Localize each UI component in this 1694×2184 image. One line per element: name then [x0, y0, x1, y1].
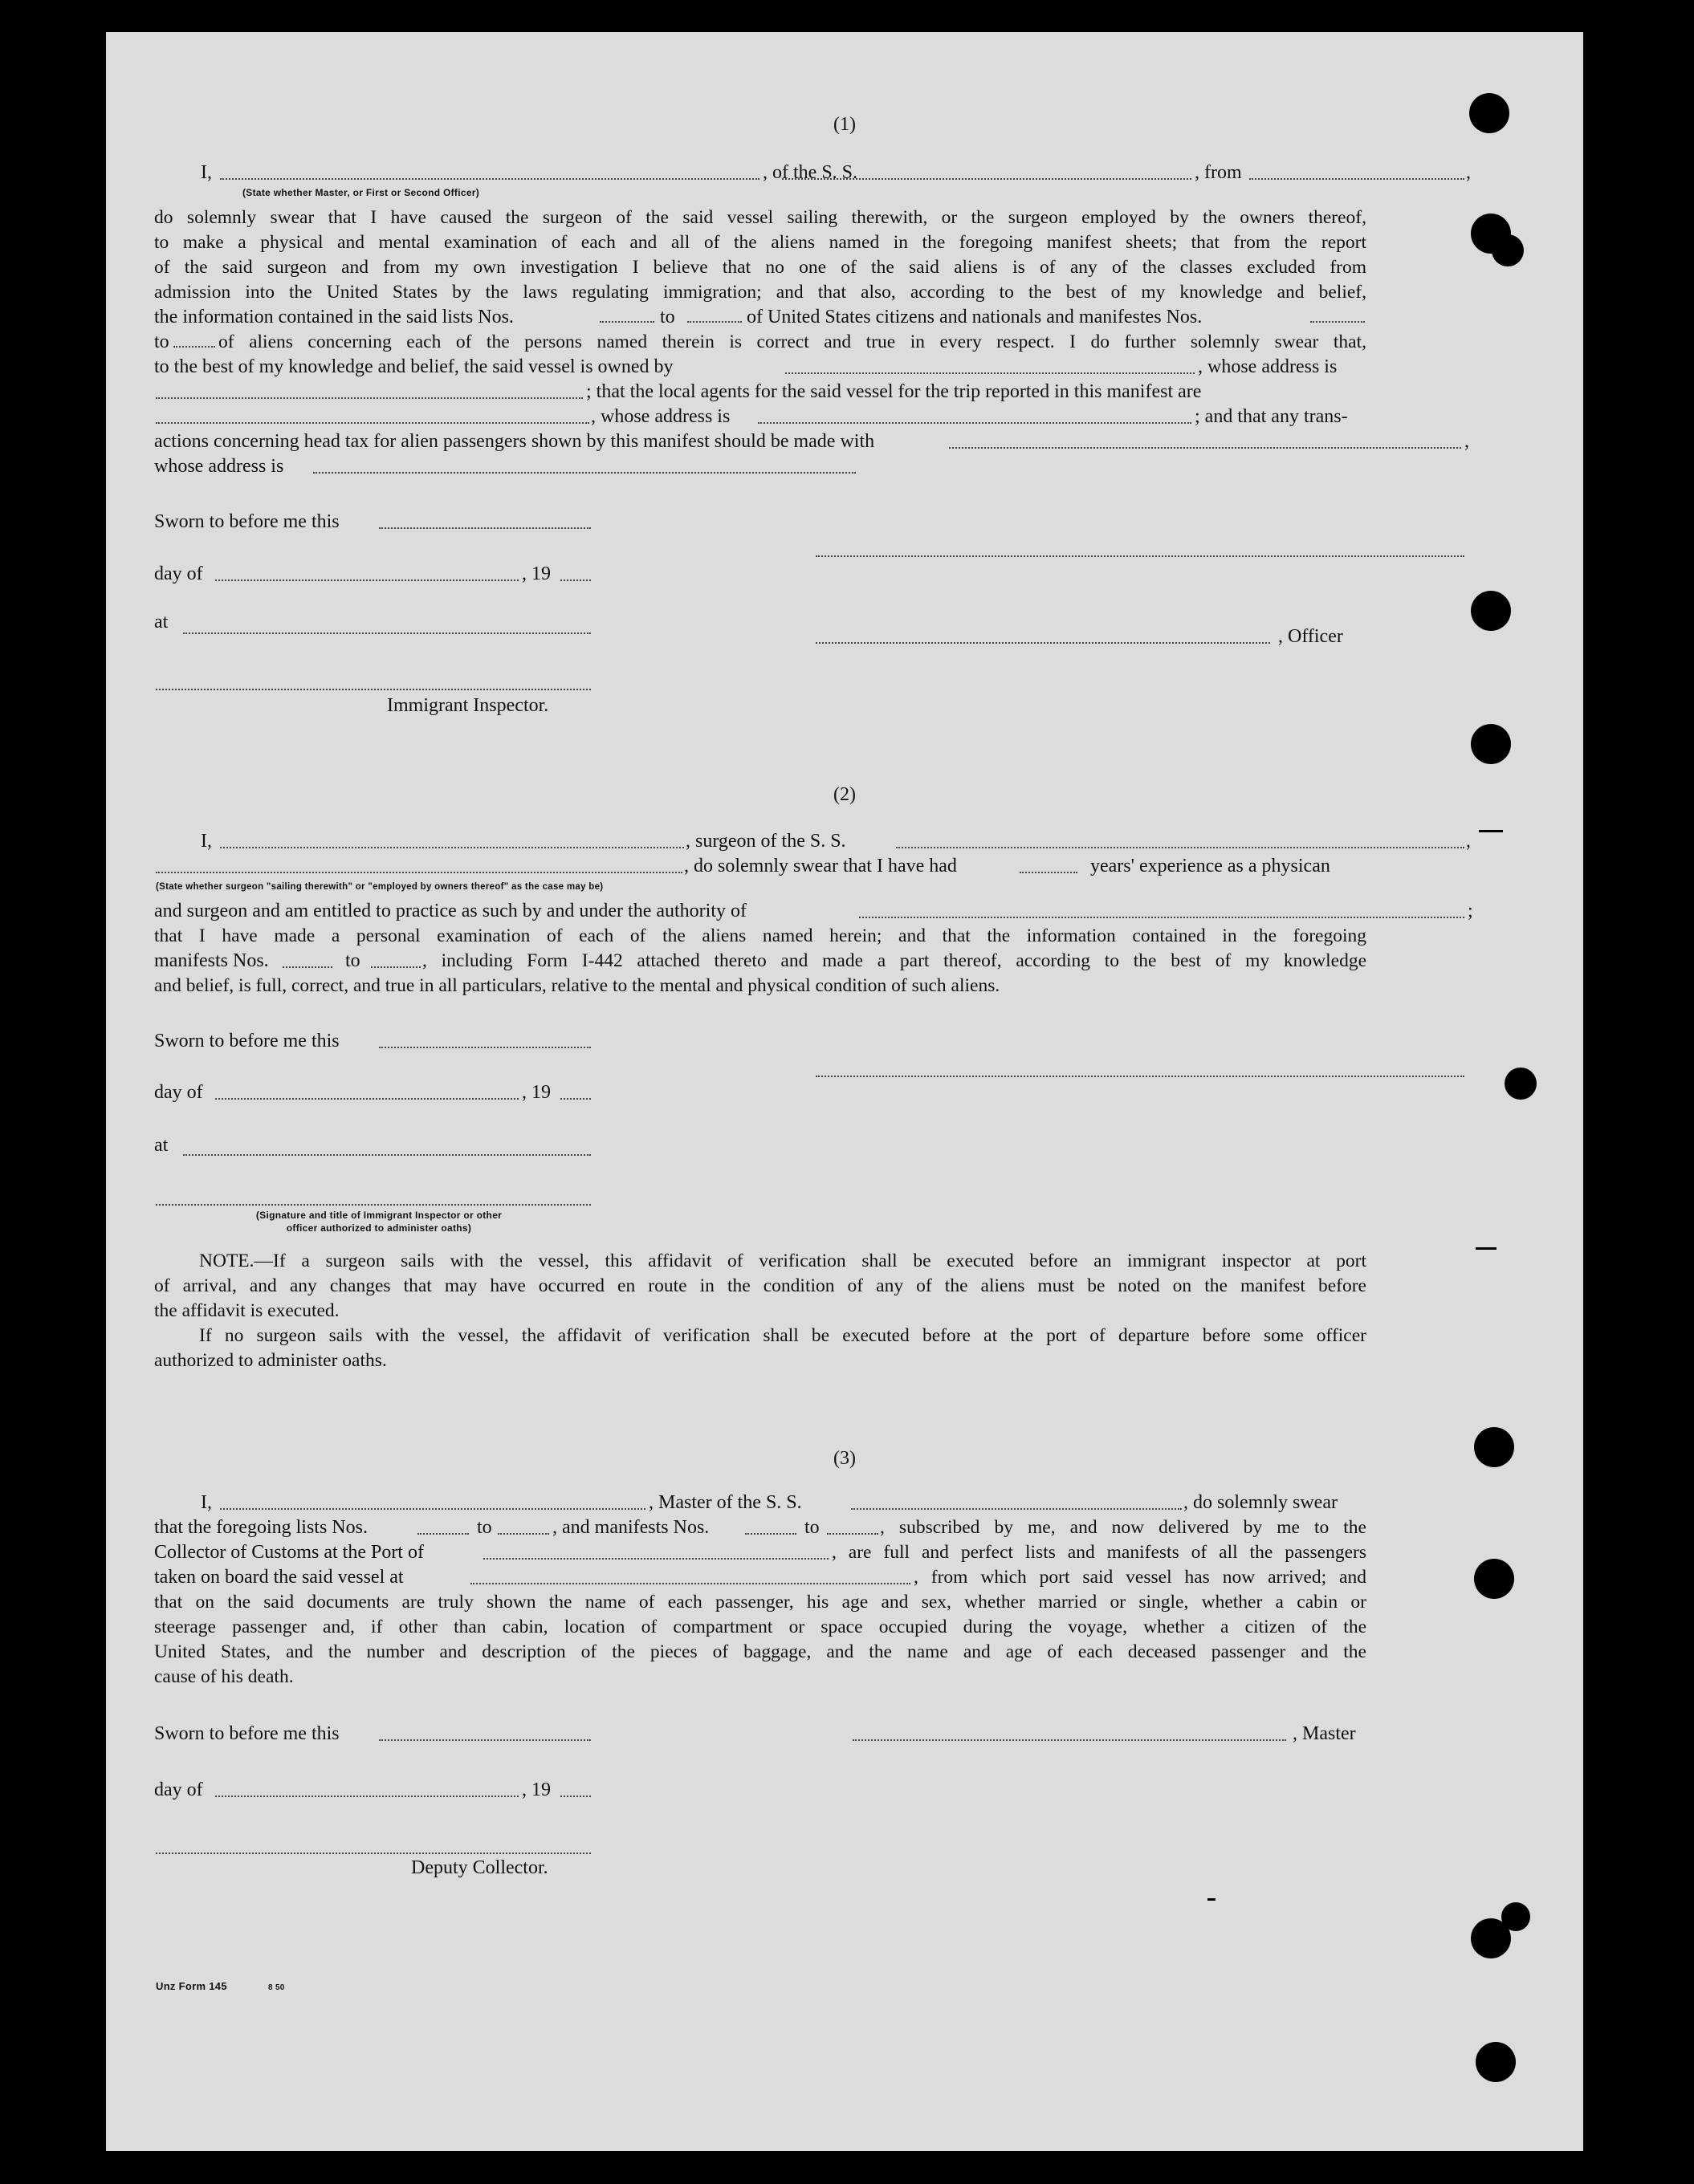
sec1-officer: , Officer: [1278, 626, 1343, 647]
sec1-p5c: of United States citizens and nationals and manifestes Nos.: [747, 307, 1203, 327]
punch-hole: [1474, 1427, 1514, 1467]
sec3-vessel-field[interactable]: [851, 1508, 1182, 1510]
section-3-number: (3): [833, 1448, 856, 1469]
sec3-collector-signature-line[interactable]: [156, 1853, 591, 1854]
sec2-surgeon-of: , surgeon of the S. S.: [686, 831, 846, 852]
sec2-day-field[interactable]: [215, 1098, 519, 1100]
punch-hole: [1474, 1559, 1514, 1599]
sec1-p6a: to: [154, 331, 169, 352]
sec3-master: , Master: [1293, 1723, 1356, 1744]
sec2-day-of: day of: [154, 1082, 203, 1103]
sec2-p3c: , including Form I-442 attached thereto and made a part thereof, according to the best of my knowledge: [422, 950, 1366, 971]
sec3-manifests-to-field[interactable]: [827, 1533, 878, 1535]
sec3-p1c: , and manifests Nos.: [552, 1517, 710, 1538]
sec1-from-field[interactable]: [1249, 178, 1464, 180]
sec1-from: , from: [1195, 162, 1242, 183]
sec3-p2b: , are full and perfect lists and manifests of all the passengers: [832, 1542, 1366, 1563]
sec1-p3: of the said surgeon and from my own investigation I believe that no one of the said aliens is of any of the classes excluded from: [154, 257, 1366, 278]
sec1-lists-to-field[interactable]: [687, 321, 742, 323]
sec2-swear: , do solemnly swear that I have had: [684, 856, 957, 876]
affidavit-page: [106, 32, 1583, 2151]
sec2-note-p5: authorized to administer oaths.: [154, 1350, 387, 1371]
sec2-note-p3: the affidavit is executed.: [154, 1300, 340, 1321]
sec1-p2: to make a physical and mental examination of each and all of the aliens named in the foregoing manifest sheets; that from the report: [154, 232, 1366, 253]
sec1-comma: ,: [1466, 162, 1471, 183]
sec2-note-p1: NOTE.—If a surgeon sails with the vessel, this affidavit of verification shall be executed before an immigrant inspector at port: [199, 1251, 1366, 1271]
sec1-manifests-from-field[interactable]: [1310, 321, 1365, 323]
sec1-agents-field[interactable]: [156, 422, 589, 424]
sec2-sworn-date-field[interactable]: [379, 1047, 591, 1048]
sec1-i: I,: [201, 162, 212, 183]
sec1-sworn: Sworn to before me this: [154, 511, 340, 532]
sec3-p2a: Collector of Customs at the Port of: [154, 1542, 424, 1563]
scratch-mark: [1207, 1898, 1216, 1901]
sec1-at: at: [154, 612, 169, 632]
sec1-p11: whose address is: [154, 456, 284, 477]
sec3-p3b: , from which port said vessel has now arrived; and: [914, 1567, 1366, 1588]
punch-hole: [1501, 1902, 1530, 1931]
sec3-embark-port-field[interactable]: [470, 1583, 910, 1584]
sec1-nineteen: , 19: [522, 563, 551, 584]
punch-hole: [1492, 234, 1524, 266]
sec3-p5: steerage passenger and, if other than cabin, location of compartment or space occupied during the voyage, whether a citizen of the: [154, 1617, 1366, 1637]
sec2-sworn: Sworn to before me this: [154, 1031, 340, 1051]
punch-hole: [1476, 2042, 1516, 2082]
sec1-p10b: ,: [1464, 431, 1469, 452]
sec3-p1b: to: [477, 1517, 492, 1538]
sec1-p5b: to: [660, 307, 675, 327]
punch-hole: [1469, 93, 1509, 133]
sec3-p6: United States, and the number and description of the pieces of baggage, and the name and age of each deceased passenger and the: [154, 1641, 1366, 1662]
sec3-day-field[interactable]: [215, 1796, 519, 1797]
sec2-p4: and belief, is full, correct, and true in all particulars, relative to the mental and physical condition of such aliens.: [154, 975, 1000, 996]
sec1-p4: admission into the United States by the laws regulating immigration; and that also, according to the best of my knowledge and belief,: [154, 282, 1366, 303]
sec2-capacity-note: (State whether surgeon "sailing therewith" or "employed by owners thereof" as the case may be): [156, 882, 604, 892]
sec1-sworn-date-field[interactable]: [379, 527, 591, 529]
scratch-mark: [1479, 830, 1503, 832]
sec3-year-field[interactable]: [560, 1796, 591, 1797]
sec1-p1: do solemnly swear that I have caused the surgeon of the said vessel sailing therewith, or the surgeon employed by the owners thereof,: [154, 207, 1366, 228]
scratch-mark: [1476, 1247, 1497, 1250]
sec2-p1: and surgeon and am entitled to practice as such by and under the authority of: [154, 901, 747, 921]
sec1-of-ss: , of the S. S.: [763, 162, 858, 183]
sec1-inspector: Immigrant Inspector.: [387, 695, 549, 716]
sec3-p4: that on the said documents are truly shown the name of each passenger, his age and sex, whether married or single, whether a cabin or: [154, 1592, 1366, 1613]
sec3-lists-to-field[interactable]: [498, 1533, 549, 1535]
sec3-p3a: taken on board the said vessel at: [154, 1567, 404, 1588]
sec2-sig-note-1: (Signature and title of Immigrant Inspector or other: [255, 1210, 503, 1221]
sec2-sig-note-2: officer authorized to administer oaths): [286, 1222, 472, 1234]
sec3-i: I,: [201, 1492, 212, 1513]
sec1-vessel-field[interactable]: [782, 178, 1191, 180]
sec2-p1b: ;: [1468, 901, 1473, 921]
punch-hole: [1505, 1068, 1537, 1100]
sec2-note-p4: If no surgeon sails with the vessel, the affidavit of verification shall be executed before at the port of departure before some officer: [199, 1325, 1366, 1346]
sec1-lists-from-field[interactable]: [600, 321, 654, 323]
sec1-p7b: , whose address is: [1198, 356, 1338, 377]
sec2-surgeon-name-field[interactable]: [220, 847, 684, 848]
sec3-nineteen: , 19: [522, 1779, 551, 1800]
sec3-manifests-from-field[interactable]: [745, 1533, 796, 1535]
sec3-sworn-date-field[interactable]: [379, 1739, 591, 1741]
sec2-comma: ,: [1466, 831, 1471, 852]
sec1-p10a: actions concerning head tax for alien passengers shown by this manifest should be made with: [154, 431, 875, 452]
sec1-owner-field[interactable]: [785, 372, 1195, 374]
form-number: Unz Form 145: [156, 1980, 227, 1992]
sec2-years: years' experience as a physican: [1090, 856, 1330, 876]
sec2-capacity-field[interactable]: [156, 872, 682, 873]
sec2-i: I,: [201, 831, 212, 852]
sec1-at-field[interactable]: [183, 632, 591, 634]
sec3-p1d: to: [804, 1517, 820, 1538]
sec2-p3a: manifests Nos.: [154, 950, 269, 971]
sec2-manifests-from-field[interactable]: [283, 966, 332, 968]
sec2-note-p2: of arrival, and any changes that may have occurred en route in the condition of any of the aliens must be noted on the manifest before: [154, 1275, 1366, 1296]
sec1-day-field[interactable]: [215, 580, 519, 581]
sec1-owner-address-field[interactable]: [156, 397, 583, 399]
sec3-swear: , do solemnly swear: [1183, 1492, 1338, 1513]
form-code: 8 50: [268, 1983, 285, 1992]
sec1-agents-address-field[interactable]: [758, 422, 1191, 424]
sec1-head-tax-address-field[interactable]: [313, 472, 856, 474]
sec3-master-signature-line[interactable]: [853, 1739, 1286, 1741]
sec2-authority-field[interactable]: [859, 917, 1464, 918]
punch-hole: [1471, 591, 1511, 631]
sec3-p1a: that the foregoing lists Nos.: [154, 1517, 368, 1538]
sec1-p6b: of aliens concerning each of the persons named therein is correct and true in every respect. I do further solemnly swear that,: [218, 331, 1366, 352]
sec2-surgeon-signature-line[interactable]: [816, 1076, 1464, 1077]
sec1-officer-name-field[interactable]: [816, 642, 1270, 644]
sec2-at-field[interactable]: [183, 1154, 591, 1156]
sec2-years-field[interactable]: [1020, 872, 1077, 873]
sec1-p5a: the information contained in the said lists Nos.: [154, 307, 514, 327]
sec2-p3b: to: [345, 950, 360, 971]
punch-hole: [1471, 724, 1511, 764]
sec1-p9b: ; and that any trans-: [1195, 406, 1348, 427]
sec3-sworn: Sworn to before me this: [154, 1723, 340, 1744]
sec1-p9a: , whose address is: [591, 406, 731, 427]
sec3-p7: cause of his death.: [154, 1666, 294, 1687]
sec2-p2: that I have made a personal examination of each of the aliens named herein; and that the information contained in the foregoing: [154, 925, 1366, 946]
sec1-head-tax-field[interactable]: [949, 447, 1461, 449]
sec2-manifests-to-field[interactable]: [371, 966, 421, 968]
sec1-manifests-to-field[interactable]: [173, 346, 215, 348]
sec3-day-of: day of: [154, 1779, 203, 1800]
sec3-p1e: , subscribed by me, and now delivered by me to the: [880, 1517, 1366, 1538]
sec3-master-name-field[interactable]: [220, 1508, 645, 1510]
sec3-port-field[interactable]: [483, 1558, 829, 1560]
sec3-lists-from-field[interactable]: [417, 1533, 469, 1535]
sec2-at: at: [154, 1135, 169, 1156]
sec2-nineteen: , 19: [522, 1082, 551, 1103]
sec2-year-field[interactable]: [560, 1098, 591, 1100]
sec1-inspector-signature-line[interactable]: [156, 689, 591, 690]
sec1-rank-note: (State whether Master, or First or Second Officer): [242, 187, 480, 198]
sec3-master-of: , Master of the S. S.: [649, 1492, 802, 1513]
sec3-deputy: Deputy Collector.: [411, 1857, 548, 1878]
sec1-officer-signature-line[interactable]: [816, 555, 1464, 557]
sec1-officer-rank-field[interactable]: [220, 178, 759, 180]
sec1-day-of: day of: [154, 563, 203, 584]
sec2-vessel-field[interactable]: [896, 847, 1464, 848]
sec1-p8: ; that the local agents for the said vessel for the trip reported in this manifest are: [586, 381, 1202, 402]
section-1-number: (1): [833, 114, 856, 135]
sec2-inspector-signature-line[interactable]: [156, 1204, 591, 1206]
sec1-year-field[interactable]: [560, 580, 591, 581]
section-2-number: (2): [833, 784, 856, 805]
sec1-p7a: to the best of my knowledge and belief, the said vessel is owned by: [154, 356, 674, 377]
